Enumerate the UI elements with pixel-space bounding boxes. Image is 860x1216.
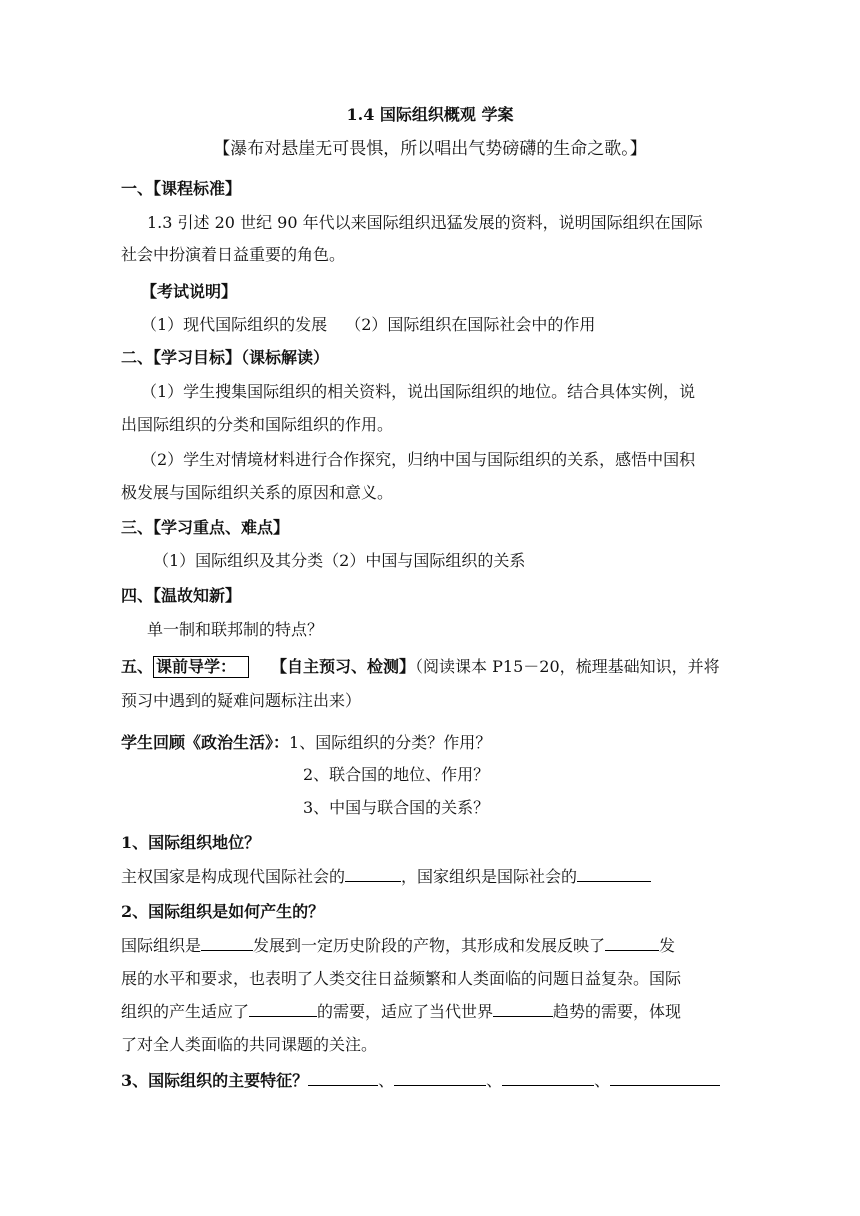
section-2-heading: 二、【学习目标】（课标解读） bbox=[121, 348, 330, 367]
section-5-line-2: 预习中遇到的疑难问题标注出来） bbox=[121, 691, 362, 710]
section-1-text-line-2: 社会中扮演着日益重要的角色。 bbox=[121, 245, 346, 264]
fill-blank-feature-2[interactable] bbox=[394, 1071, 486, 1086]
review-question-3: 3、中国与联合国的关系？ bbox=[303, 798, 490, 817]
review-label: 学生回顾《政治生活》： bbox=[121, 733, 290, 752]
question-status-text bbox=[121, 866, 651, 888]
section-5-line-1 bbox=[121, 656, 720, 678]
fill-blank-origin-4[interactable] bbox=[493, 1002, 553, 1017]
fill-blank-feature-1[interactable] bbox=[308, 1071, 378, 1086]
feature-separator-3: 、 bbox=[594, 1071, 611, 1090]
section-4-heading: 四、【温故知新】 bbox=[121, 586, 242, 605]
goal-1-line-1: （1）学生搜集国际组织的相关资料，说出国际组织的地位。结合具体实例，说 bbox=[141, 382, 696, 401]
question-status-heading: 1、国际组织地位？ bbox=[121, 833, 261, 852]
section-5-number: 五、 bbox=[121, 657, 154, 676]
self-study-heading: 【自主预习、检测】 bbox=[271, 657, 416, 676]
goal-1-line-2: 出国际组织的分类和国际组织的作用。 bbox=[121, 415, 394, 434]
feature-separator-1: 、 bbox=[378, 1071, 395, 1090]
exam-item-1: （1）现代国际组织的发展 bbox=[141, 315, 328, 334]
origin-text-e: 的需要，适应了当代世界 bbox=[317, 1002, 494, 1021]
motto: 【瀑布对悬崖无可畏惧，所以唱出气势磅礴的生命之歌。】 bbox=[213, 139, 647, 159]
fill-blank-status-2[interactable] bbox=[577, 867, 651, 882]
origin-text-f: 趋势的需要，体现 bbox=[553, 1002, 682, 1021]
exam-heading: 【考试说明】 bbox=[141, 282, 238, 301]
exam-item-2: （2）国际组织在国际社会中的作用 bbox=[345, 315, 596, 334]
section-3-heading: 三、【学习重点、难点】 bbox=[121, 518, 290, 537]
origin-text-a: 国际组织是 bbox=[121, 936, 202, 955]
fill-blank-origin-3[interactable] bbox=[249, 1002, 317, 1017]
fill-blank-feature-4[interactable] bbox=[610, 1071, 720, 1086]
status-text-b: ，国家组织是国际社会的 bbox=[401, 867, 578, 886]
page-title: 1.4 国际组织概观 学案 bbox=[346, 105, 514, 124]
status-text-a: 主权国家是构成现代国际社会的 bbox=[121, 867, 346, 886]
section-1-text-line-1: 1.3 引述 20 世纪 90 年代以来国际组织迅猛发展的资料，说明国际组织在国际 bbox=[147, 213, 703, 232]
goal-2-line-2: 极发展与国际组织关系的原因和意义。 bbox=[121, 483, 394, 502]
section-5-text-a: （阅读课本 P15－20，梳理基础知识，并将 bbox=[415, 657, 720, 676]
fill-blank-origin-2[interactable] bbox=[605, 936, 659, 951]
review-line-1 bbox=[121, 732, 491, 754]
question-features-heading: 3、国际组织的主要特征？ bbox=[121, 1071, 309, 1090]
origin-line-2: 展的水平和要求，也表明了人类交往日益频繁和人类面临的问题日益复杂。国际 bbox=[121, 969, 682, 988]
question-origin-heading: 2、国际组织是如何产生的？ bbox=[121, 902, 325, 921]
origin-text-b: 发展到一定历史阶段的产物，其形成和发展反映了 bbox=[253, 936, 606, 955]
section-3-text: （1）国际组织及其分类（2）中国与国际组织的关系 bbox=[153, 551, 526, 570]
goal-2-line-1: （2）学生对情境材料进行合作探究，归纳中国与国际组织的关系，感悟中国积 bbox=[141, 450, 696, 469]
feature-separator-2: 、 bbox=[486, 1071, 503, 1090]
section-1-heading: 一、【课程标准】 bbox=[121, 179, 242, 198]
fill-blank-origin-1[interactable] bbox=[201, 936, 253, 951]
origin-line-1 bbox=[121, 935, 675, 957]
section-4-text: 单一制和联邦制的特点？ bbox=[147, 620, 324, 639]
pre-class-guide-box: 课前导学： bbox=[153, 656, 249, 678]
review-question-2: 2、联合国的地位、作用？ bbox=[303, 765, 490, 784]
origin-text-c: 发 bbox=[659, 936, 676, 955]
origin-line-4: 了对全人类面临的共同课题的关注。 bbox=[121, 1035, 378, 1054]
fill-blank-feature-3[interactable] bbox=[502, 1071, 594, 1086]
question-features-line bbox=[121, 1070, 720, 1092]
exam-items bbox=[141, 314, 595, 336]
review-question-1: 1、国际组织的分类？作用？ bbox=[289, 733, 492, 752]
origin-text-d: 组织的产生适应了 bbox=[121, 1002, 250, 1021]
fill-blank-status-1[interactable] bbox=[345, 867, 401, 882]
origin-line-3 bbox=[121, 1001, 681, 1023]
